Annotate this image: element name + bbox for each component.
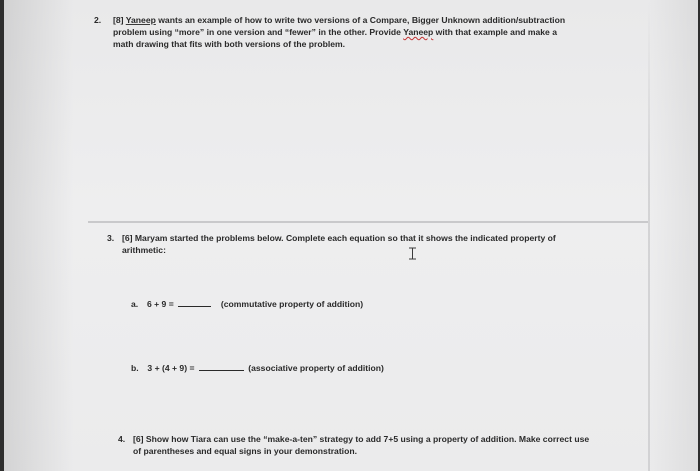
question-4-number: 4.	[118, 434, 126, 444]
question-4-line-1: [6] Show how Tiara can use the “make-a-ten” strategy to add 7+5 using a property of addition. Make correct use	[133, 434, 590, 444]
item-3b-expression: 3 + (4 + 9) =	[147, 363, 195, 373]
name-yaneep: Yaneep	[125, 15, 156, 25]
item-3a-property: (commutative property of addition)	[220, 299, 364, 309]
text-cursor-ibeam-icon	[408, 247, 417, 260]
item-3a-expression: 6 + 9 =	[146, 299, 174, 309]
item-3b-property: (associative property of addition)	[248, 363, 384, 373]
question-2-text	[113, 14, 623, 50]
question-2-line-2: problem using “more” in one version and “fewer” in the other. Provide Yaneep with that example and make a	[113, 27, 557, 37]
name-yaneep-spellcheck: Yaneep	[403, 27, 434, 37]
question-2-line-1: [8] Yaneep wants an example of how to write two versions of a Compare, Bigger Unknown addition/subtraction	[113, 15, 566, 25]
question-2-line-3: math drawing that fits with both versions of the problem.	[113, 39, 346, 49]
question-3-text	[122, 232, 602, 256]
item-3a-label: a.	[131, 299, 139, 309]
item-3b-label: b.	[131, 363, 139, 373]
page-shadow-right	[648, 0, 698, 471]
question-3-line-2: arithmetic:	[122, 245, 166, 255]
question-4-line-2: of parentheses and equal signs in your demonstration.	[133, 446, 357, 456]
item-3a-answer-blank[interactable]	[178, 297, 211, 307]
section-divider	[88, 221, 648, 223]
item-3b	[131, 361, 384, 373]
item-3b-answer-blank[interactable]	[199, 361, 244, 371]
question-2-number: 2.	[94, 15, 102, 25]
item-3a	[131, 297, 363, 309]
right-margin-line	[648, 0, 650, 471]
question-3-number: 3.	[107, 233, 115, 243]
page-shadow-left	[4, 0, 74, 471]
question-4-text	[133, 433, 618, 457]
question-3-line-1: [6] Maryam started the problems below. Complete each equation so that it shows the indicated property of	[122, 233, 556, 243]
